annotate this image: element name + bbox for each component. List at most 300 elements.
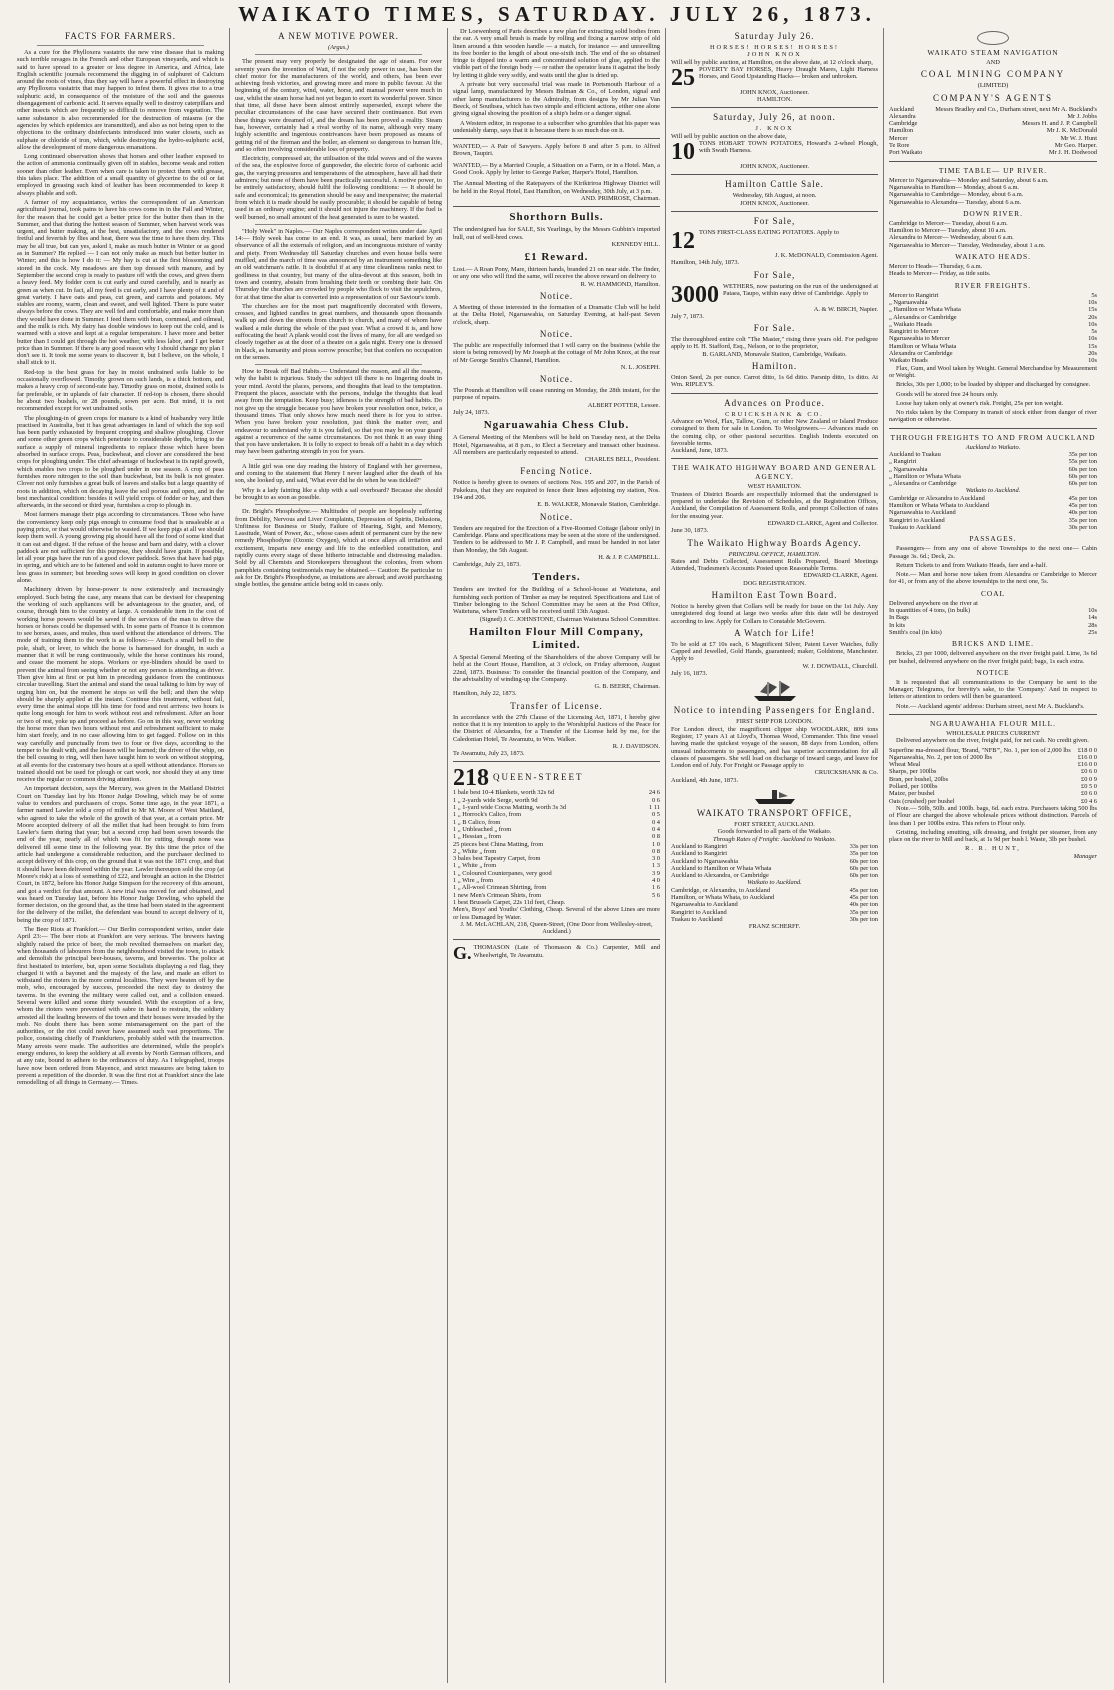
price-row-value: 1 0 (652, 840, 660, 848)
price-row-value: £16 0 0 (1077, 761, 1097, 769)
notice-text: It is requested that all communications to the Company be sent to the Manager; Telegrams, for brevity's sake, to the 'Company.' And in respect to letters or attention to orders will then be guaranteed. (889, 678, 1097, 701)
auctioneer-name: J. KNOX (755, 125, 794, 133)
ad-text: In accordance with the 27th Clause of the Licensing Act, 1871, I hereby give notice that it is my intention to apply to the Worshipful Justices of the Peace for the District of Alexandra, for a Transfer of the License held by me, for the Caledonian Hotel, Te Awamutu, to Wm. Walker. (453, 713, 660, 743)
ad-title-advances: Advances on Produce. (724, 397, 825, 408)
price-row-value: 55s per ton (1068, 458, 1097, 466)
price-row-label: „ Waikato Heads (889, 320, 933, 328)
price-row (889, 120, 1097, 127)
article-paragraph: A Western editor, in response to a subscriber who grumbles that his paper was undeniably damp, says that it is because there is so much due on it. (453, 119, 660, 134)
price-row (453, 899, 660, 906)
ad-text: For London direct, the magnificent clipper ship WOODLARK, 809 tons Register, 17 years A1 at Lloyd's, Thomas Wood, Commander. This fine vessel having made the quickest voyage of the season, 88 days from London, offers unusual inducements to passengers, and has superior accommodation for all classes of passengers. She will load on discharge of inward cargo, and leave for London end of July. For Freight or Passage apply to (671, 725, 878, 770)
article-paragraph: The present may very properly be designated the age of steam. For over seventy years the invention of Watt, if not the only power in use, has been the chief motor for the manufacturers of the world, and others, has been ever achieving fresh victories, and growing more and more in public favour. At the beginning of the century, wind, water, horse, and manual power were much in use, whilst the steam horse had not yet begun to exert its wonderful power. Since that time, all these have been almost entirely superseded, except where the peculiar circumstances of the case have secured their continuance. But even these things were dreamed of, and the dream has been proved a reality. Steam has, however, certainly had a rival worthy of its name, although very many highly scientific and ingenious contrivances have been proposed as means of getting rid of the fireman and the boiler, an element so dangerous to human life, and so often involving considerable loss of property. (235, 58, 442, 153)
ad-subtitle: PRINCIPAL OFFICE, HAMILTON. (728, 550, 821, 558)
mill-title: NGARUAWAHIA FLOUR MILL. (929, 719, 1057, 728)
column-advertisements-b (666, 28, 884, 1683)
price-row (889, 135, 1097, 142)
ad-subtitle: FORT STREET, AUCKLAND. (734, 821, 815, 829)
price-row-label: Alexandra or Cambridge (889, 350, 953, 358)
ad-text: Lost.— A Roan Pony, Mare, thirteen hands, branded 21 on near side. The finder, or any one who will find the same, will receive the above reward on delivery to (453, 266, 660, 281)
price-row-label: „ Hamilton or Whata Whata (889, 306, 961, 314)
price-row-label: 1 „ Hessian „ from (453, 833, 501, 841)
price-row-label: In kits (889, 621, 906, 629)
price-row-label: Mercer to Rangiriri (889, 291, 939, 299)
price-row-label: Mercer (889, 134, 908, 142)
price-row-value: 35s per ton (849, 908, 878, 916)
ad-street-number: 218 (453, 765, 489, 792)
price-row (889, 113, 1097, 120)
price-row (889, 299, 1097, 306)
ad-signature: J. K. McDONALD, Commission Agent. (775, 251, 878, 259)
ad-text: The Pounds at Hamilton will cease running on Monday, the 28th instant, for the purpose of repairs. (453, 387, 660, 402)
ad-title-fencing: Fencing Notice. (520, 466, 593, 477)
price-row-value: 0 5 (652, 811, 660, 819)
columns (12, 28, 1106, 1683)
price-row-label: Waikato Heads (889, 357, 928, 365)
price-row-value: 45s per ton (849, 894, 878, 901)
price-row (889, 306, 1097, 313)
company-seal-icon (977, 31, 1009, 45)
price-row-value: £0 6 0 (1081, 790, 1097, 798)
price-row (889, 524, 1097, 531)
price-row-label: „ Ngaruawahia (889, 298, 928, 306)
price-row-label: 1 bale best 10-4 Blankets, worth 32s 6d (453, 789, 555, 797)
drop-cap: G. (453, 943, 472, 964)
price-row (671, 872, 878, 879)
price-row-value: 10s (1088, 357, 1097, 365)
ad-text: Onion Seed, 2s per ounce. Carrot ditto, 1s 6d ditto. Parsnip ditto, 1s ditto. At Wm. RIPLEY'S. (671, 374, 878, 389)
ad-date: July 7, 1873. (671, 312, 705, 320)
column-steam-navigation (884, 28, 1102, 1683)
ad-signature: AND. PRIMROSE, Chairman. (581, 194, 660, 202)
price-row-value: 40s per ton (1068, 509, 1097, 517)
price-row-label: Rangiriri to Auckland (889, 516, 945, 524)
column-motive-power (230, 28, 448, 1683)
price-row-label: Cambridge, or Alexandra, to Auckland (671, 886, 771, 894)
price-row-label: 1 „ B Calico, from (453, 818, 501, 826)
ad-date: June 30, 1873. (671, 527, 709, 535)
price-row-value: Mr J. Jobbs (1067, 112, 1097, 120)
price-row-value: 30s per ton (849, 915, 878, 923)
divider (889, 714, 1097, 715)
ad-signature: E. B. WALKER, Monavale Station, Cambridge. (537, 501, 660, 509)
ad-date: Cambridge, July 23, 1873. (453, 561, 521, 569)
lot-number: 25 (671, 64, 695, 91)
price-row-value: 40s per ton (849, 901, 878, 909)
price-row (453, 819, 660, 826)
timetable-line: Mercer to Ngaruawahia— Monday and Saturday, about 6 a.m. (889, 176, 1049, 184)
lot-number: 12 (671, 227, 695, 254)
price-row-value: 60s per ton (849, 872, 878, 880)
notice-title: NOTICE (976, 667, 1010, 677)
price-row-label: Tuakau to Auckland (889, 523, 941, 531)
price-row (889, 142, 1097, 149)
price-row-value: £0 4 6 (1081, 797, 1097, 805)
rates-list (671, 843, 878, 879)
timetable-down-title: DOWN RIVER. (963, 208, 1023, 218)
ad-text: A General Meeting of the Members will be held on Tuesday next, at the Delta Hotel, Ngaruawahia, at 8 p.m., to Elect a Secretary and transact other business. All members are particularly requested to attend. (453, 434, 660, 456)
ad-title-notice: Notice. (539, 291, 574, 302)
timetable-line: Heads to Mercer— Friday, as tide suits. (889, 270, 991, 278)
price-row (889, 451, 1097, 458)
price-row-value: 60s per ton (1068, 480, 1097, 488)
ad-date: Auckland, June, 1873. (671, 447, 729, 455)
price-row-label: „ Ngaruawahia (889, 465, 928, 473)
price-row-label: Hamilton or Whata Whata (889, 342, 957, 350)
timetable-line: Mercer to Heads— Thursday, 6 a.m. (889, 263, 983, 271)
ad-text: Advance on Wool, Flax, Tallow, Gum, or other New Zealand or Island Produce consigned to them for sale in London. To Woolgrowers.— Advances made on the coming clip, or other pastoral securities. English Indents executed on favorable terms. (671, 417, 878, 447)
timetable-line: Ngaruawahia to Cambridge— Monday, about 6 a.m. (889, 191, 1024, 199)
price-row-value: 0 4 (652, 818, 660, 826)
price-row-label: In quantities of 4 tons, (in bulk) (889, 607, 971, 615)
ad-subtitle: Waikato to Auckland. (747, 879, 802, 887)
price-row-label: In Bags (889, 614, 909, 622)
article-paragraph: As a cure for the Phylloxera vastatrix the new vine disease that is making such terrible ravages in the French and other European vineyards, and which is said to have spread to a greater or less degree in America, and Africa, late English scientific journals recommend the digging in of sulphuret of Calcium around the roots of vines, thus they say will have a powerful effect in destroying any Phylloxera vastatrix that may happen to infest them. It gives rise to a true sulphuric acid, in consequence of the moisture of the soil and the gaseous disengagement of carbonic acid. It serves equally well to destroy caterpillars and other insects which are frequently so difficult to remove from vegetation. The same substance is also recommended for the destruction of miasms (or the agencies by which epidemics are transmitted), and also as not being open to the objections to the ordinary disinfectants introduced into water closets, such as sulphate or chloride of iron, which, while destroying the hydro-sulphuric acid, allow the development of more dangerous emanations. (17, 49, 224, 151)
ad-title-transport: WAIKATO TRANSPORT OFFICE, (696, 808, 853, 819)
coal-list (889, 607, 1097, 636)
auctioneer-name: JOHN KNOX (747, 51, 802, 59)
ad-date: July 24, 1873. (453, 408, 490, 416)
price-row-value: 20s (1088, 313, 1097, 321)
article-paragraph: An important decision, says the Mercury, was given in the Maitland District Court on Tuesday last by his Honor Judge Dowling, which may be of some value to vendors and purchasers of crops. Some time ago, in the year 1871, a farmer named Lawler sold a crop of millet to Mr M. Moore of West Maitland, who agreed to take the whole of the growth of that year, at a certain price. Mr Moore accepted delivery of all the millet that had been brought to him from Lawler's farm during that year; but a second crop had been sown towards the end of the year, nearly all of which was fit for cutting, though none was delivered till some time in the following year. By this time the price of the article had undergone a considerable reduction, and the purchaser declined to accept delivery of this crop, on the ground that it was not the 1871 crop, and that it should have been delivered within the year. Lawler thereupon sold the crop (at Moore's risk) at a loss of something of £22, and brought an action in the District Court, in 1872, before his Honor Judge Simpson for the recovery of this amount, and got a verdict for that amount. A new trial was moved for and obtained, and was heard on Tuesday last, before his Honor Judge Dowling, who upheld the former decision, on the ground that, as the time had been stated in the agreement for the delivery of the millet, the defendant was bound to accept delivery of it, being the crop of 1871. (17, 785, 224, 924)
price-row-label: Cambridge or Alexandra to Auckland (889, 494, 985, 502)
price-row-label: Hamilton, or Whata Whata, to Auckland (671, 894, 775, 901)
ad-title-tenders: Tenders. (532, 571, 581, 584)
ad-title-town-board: Hamilton East Town Board. (711, 589, 838, 600)
ad-title-shorthorn: Shorthorn Bulls. (509, 211, 604, 224)
bricks-text: Bricks, 23 per 1000, delivered anywhere on the river freight paid. Lime, 3s 6d per bushel, delivered anywhere on the river freight paid; bags, 1s each extra. (889, 650, 1097, 665)
price-row-label: „ Alexandra or Cambridge (889, 480, 957, 488)
ad-text: Will sell by public auction on the above date, (671, 132, 787, 140)
agents-list (889, 106, 1097, 157)
price-row-value: 33s per ton (849, 842, 878, 850)
price-row (671, 916, 878, 923)
ad-text: Tenders are required for the Erection of a Five-Roomed Cottage (labour only) in Cambridge. Plans and specifications may be seen at the store of the undersigned. Tenders to be addressed to Mr J. P. Campbell, and must be handed in not later than Monday, the 5th August. (453, 524, 660, 554)
price-row (889, 798, 1097, 805)
price-row-value: 10s (1088, 607, 1097, 615)
ad-signature: JOHN KNOX, Auctioneer. (740, 88, 809, 96)
price-row (889, 768, 1097, 775)
ad-text: Notice is hereby given to owners of sections Nos. 195 and 207, in the Parish of Pukekura, that they are required to fence their lines adjoining my station, Nos. 194 and 206. (453, 479, 660, 502)
article-paragraph: The ploughing-in of green crops for manure is a kind of husbandry very little practised in Australia, but it has great advantages in land of which the top soil has been partly exhausted by frequent cropping and shallow ploughing. Clover and some other green crops which penetrate to considerable depths, bring to the surface a supply of mineral ingredients to replace those which have been absorbed in surface crops. Peas, buckwheat, and clover are considered the best crops for ploughing under. The chief advantage of buckwheat is its rapid growth, which enables two crops to be ploughed under in one season. A crop of peas furnishes more nitrogen to the soil than buckwheat, but its bulk is not greater. Clover not only furnishes a great bulk of leaves and stalks but a large quantity of roots in addition, which on decaying leave the soil porous and open, and in the best mechanical condition: besides it will yield crops of fodder or hay, and then afterwards, in the second or third year, furnishes a crop to plough in. (17, 414, 224, 510)
article-paragraph: Why is a lady fainting like a ship with a sail overboard? Because she should be brought to as soon as possible. (235, 486, 442, 501)
article-source: (Argus.) (328, 44, 349, 51)
ad-title-highway-board: THE WAIKATO HIGHWAY BOARD AND GENERAL AGENCY. (672, 463, 877, 482)
ad-date: Hamilton, 14th July, 1873. (671, 259, 740, 267)
mill-subtitle: WHOLESALE PRICES CURRENT (946, 730, 1040, 737)
divider (255, 504, 422, 505)
price-row-label: 1 „ All-wool Crimean Shirting, from (453, 884, 547, 892)
mill-text: Delivered anywhere on the river, freight paid, for net cash. No credit given. (896, 737, 1089, 745)
price-row-value: 14s (1088, 614, 1097, 622)
ad-title-passengers: Notice to intending Passengers for England. (673, 705, 876, 716)
ad-date: Auckland, 4th June, 1873. (671, 776, 739, 784)
price-row-label: 3 bales best Tapestry Carpet, from (453, 855, 541, 863)
price-row (671, 843, 878, 850)
price-row-label: Ngaruawahia to Auckland (889, 509, 956, 517)
price-row-label: Smith's coal (in kits) (889, 628, 942, 636)
price-row (671, 909, 878, 916)
price-row (889, 335, 1097, 342)
price-row (453, 862, 660, 869)
divider (453, 939, 660, 940)
rates-list (889, 495, 1097, 531)
bricks-title: BRICKS AND LIME. (952, 639, 1034, 649)
price-row (889, 517, 1097, 524)
ad-signature: A. & W. BIRCH, Napier. (813, 305, 878, 313)
price-row (671, 858, 878, 865)
price-row (889, 480, 1097, 487)
price-row (889, 776, 1097, 783)
price-row-value: 10s (1088, 298, 1097, 306)
ad-signature: (Signed) J. C. JOHNSTONE, Chairman Waitetuna School Committee. (479, 615, 660, 623)
ad-text: The undersigned has for SALE, Six Yearlings, by the Messrs Gubbin's imported bull, out of well-bred cows. (453, 226, 660, 241)
price-row-label: 1 „ Unbleached „ from (453, 825, 512, 833)
price-row-label: 25 pieces best China Matting, from (453, 840, 544, 848)
price-row-value: 1 6 (652, 884, 660, 892)
ad-signature: J. M. McLACHLAN, 218, Queen-Street, (One Door from Wellesley-street, Auckland.) (460, 920, 653, 936)
company-title-coal: COAL MINING COMPANY (920, 69, 1066, 80)
ad-title-notice: Notice. (539, 328, 574, 339)
company-name: CRUICKSHANK & CO. (725, 410, 824, 418)
price-row-value: £16 0 0 (1077, 753, 1097, 761)
price-row-value: 0 6 (652, 796, 660, 804)
price-row (889, 614, 1097, 621)
passage-note: Return Tickets to and from Waikato Heads, fare and a-half. (896, 561, 1048, 569)
price-row-label: Tuakau to Auckland (671, 915, 723, 923)
ad-title-license: Transfer of License. (510, 700, 603, 711)
passages-title: PASSAGES. (969, 534, 1017, 544)
article-paragraph: A private but very successful trial was made in Portsmouth Harbour of a signal lamp, manufactured by Messrs Bulman & Co., of London, signal and other lamp manufacturers to the Admiralty, from designs by Mr Julian Van Beeck, of Southsea, which has two simple and efficient actions, either one alone giving signal showing the position of a ship's helm or a danger signal. (453, 81, 660, 118)
price-row (453, 870, 660, 877)
ad-title-for-sale: For Sale, (753, 269, 796, 280)
price-row (453, 789, 660, 796)
price-row (453, 855, 660, 862)
company-title: WAIKATO STEAM NAVIGATION (927, 48, 1059, 57)
ad-queen-street (453, 766, 660, 935)
auction-horses-banner: HORSES! HORSES! HORSES! (709, 44, 840, 51)
sailing-ship-icon (750, 680, 800, 702)
ad-signature: B. GARLAND, Monavale Station, Cambridge, Waikato. (702, 350, 847, 358)
price-row (889, 761, 1097, 768)
company-limited: (LIMITED) (977, 82, 1009, 90)
ad-text: Men's, Boys' and Youths' Clothing, Cheap. Several of the above Lines are more or less Damaged by Water. (453, 906, 660, 921)
price-row-value: Messrs H. and J. P. Campbell (1022, 120, 1097, 128)
price-row-label: 1 new Men's Crimean Shirts, from (453, 891, 542, 899)
lot-description: POVERTY BAY HORSES, Heavy Draught Mares, Light Harness Horses, and Good Upstanding Hacks— broken and unbroken. (699, 65, 878, 81)
coal-title: COAL (980, 588, 1006, 598)
ad-text: The public are respectfully informed that I will carry on the business (while the store is being removed) by Mr Joseph at the cottage of Mr John Knox, at the rear of Mr George Smith's Channel, Hamilton. (453, 341, 660, 364)
price-row (889, 149, 1097, 156)
divider (453, 138, 660, 139)
price-row-value: 10s (1088, 320, 1097, 328)
ad-title-cattle-sale: Hamilton Cattle Sale. (725, 179, 824, 190)
ad-text: A Special General Meeting of the Shareholders of the above Company will be held at the Court House, Hamilton, at 3 o'clock, on Friday afternoon, August 22nd, 1873. Business: To consider the financial position of the Company, and the advisability of winding-up the Company. (453, 653, 660, 683)
price-row-label: Wheat Meal (889, 761, 921, 769)
ad-wanted-couple (453, 162, 660, 177)
price-row-label: Hamilton or Whata Whata to Auckland (889, 502, 990, 510)
divider (37, 45, 204, 46)
price-row-label: Port Waikato (889, 149, 923, 157)
mill-price-list (889, 747, 1097, 805)
column-facts-for-farmers (12, 28, 230, 1683)
freights-list (889, 292, 1097, 365)
ad-signature: EDWARD CLARKE, Agent. (803, 572, 878, 580)
price-row-label: 1 „ 2-yards wide Serge, worth 9d (453, 796, 538, 804)
price-row-value: 10s (1088, 335, 1097, 343)
price-row (889, 747, 1097, 754)
price-row-label: 1 „ Horrock's Calico, from (453, 811, 522, 819)
price-row (889, 343, 1097, 350)
ad-date: Hamilton, July 22, 1873. (453, 690, 517, 698)
price-row-value: 0 4 (652, 825, 660, 833)
price-row-value: 1 11 (649, 804, 660, 812)
price-row (671, 887, 878, 894)
ad-date: July 16, 1873. (671, 670, 708, 678)
price-row (889, 783, 1097, 790)
price-row-label: „ Alexandra or Cambridge (889, 313, 957, 321)
passage-note: Note.— Man and horse now taken from Alexandra or Cambridge to Mercer for 41, or from any of the above townships to the next one, 5s. (889, 571, 1097, 586)
article-paragraph: Dr. Bright's Phosphodyne.— Multitudes of people are hopelessly suffering from Debility, Nervous and Liver Complaints, Depression of Spirits, Delusions, Unfitness for Business or Study, Failure of Hearing, Sight, and Memory, Lassitude, Want of Power, &c., whose cases admit of permanent cure by the new remedy Phosphodyne (Ozonic Oxygen), which at once allays all irritation and excitement, imparts new energy and life to the enfeebled constitution, and rapidly cures every stage of these hitherto intractable and distressing maladies. Sold by all Chemists and Storekeepers throughout the colonies, from whom pamphlets containing testimonials may be obtained.— Caution: Be particular to ask for Dr. Bright's Phosphodyne, as imitations are abroad; and avoid purchasing single bottles, the genuine article being sold in cases only. (235, 508, 442, 589)
article-title-facts: FACTS FOR FARMERS. (65, 31, 176, 41)
mill-note: Gristing, including smutting, silk dressing, and freight per steamer, from any place on the river to Mill and back, at 1s 9d per bush l. Waste, 3lb per bushel. (889, 828, 1097, 844)
price-row-label: Pollard, per 100lbs (889, 783, 938, 791)
ad-signature: KENNEDY HILL. (611, 240, 660, 248)
price-row-label: Ngaruawahia, No. 2, per ton of 2000 lbs (889, 753, 992, 761)
ad-signature: ALBERT POTTER, Lessee. (587, 401, 660, 409)
price-row (889, 754, 1097, 761)
ad-text: Wednesday, 6th August, at noon. (732, 192, 817, 200)
mill-manager: Manager (1073, 852, 1097, 860)
price-row-value: 4 0 (652, 877, 660, 885)
ad-text: WANTED,— A Pair of Sawyers. Apply before 8 and after 5 p.m. to Alfred Brown, Taupiri. (453, 143, 660, 158)
ad-text: To be sold at £7 10s each, 6 Magnificent Silver, Patent Lever Watches, fully Capped and Jewelled, Gold Hands, guaranteed; maker, Goldstone, Manchester. Apply to (671, 640, 878, 663)
ad-signature: JOHN KNOX, Auctioneer. (740, 163, 809, 171)
freight-note: Loose hay taken only at owner's risk. Freight, 25s per ton weight. (896, 399, 1064, 407)
price-row (453, 804, 660, 811)
passage-note: Passengers— from any one of above Townships to the next one— Cabin Passage 3s. 6d.; Deck, 2s. (889, 545, 1097, 560)
price-row-label: Ngaruawahia to Auckland (671, 901, 738, 909)
price-row-label: Auckland to Tuakau (889, 450, 941, 458)
article-paragraph: A farmer of my acquaintance, writes the correspondent of an American agricultural journal, took pains to have his cows come in in the Fall and Winter, for the reason that he could get a better price for the butter then than in the Summer, and that during the hottest season of Summer, when harvest work was urgent, and butter making, at the best, unsatisfactory, and the cows rendered fretful and feverish by flies and heat, there was the time to have them dry. This may be all true, but can yes, asked I, make as much butter in Winter or as good as in Summer? He replied — I can not only make as much but better butter in Winter; and this is how I do it: — My hay is cut at the first blossoming and stored in the cock. My meadows are then top dressed with manure, and by September the second crop is ready to pasture off with the cows, and gives them a heavy feed. My fodder corn is cut early and cured carefully, and is nearly as green as when cut. In fact, all my feed is cut early, and I have plenty of it and of great variety. I have oats and peas, cut green, and carrots and potatoes. My stables are roomy, warm, clean and sweet, and well lighted. There is pure water always before the cows. They are well fed and comfortable, and make more than they would have done in Summer. I feed them with bran, cornmeal, and oilmeal, and the milk is rich. My dairy has double windows to keep out the cold, and is warmed with a stove and kept at a regular temperature. I have more and better butter than I could get through the hot weather, with less labor, and I get better price than in Summer. If there is any good reason why I should change my plan I don't see it. It took me some years to discover it, but I believe, on the whole, I shall stick to it. (17, 198, 224, 367)
price-row-label: Auckland to Hamilton or Whata Whata (671, 864, 772, 872)
freight-note: Goods will be stored free 24 hours only. (896, 390, 999, 398)
ad-text: Trustees of District Boards are respectfully informed that the undersigned is prepared to undertake the Revision of Schedules, at the Registration Offices, Auckland, the Compilation of Assessment Rolls, and prompt Collection of rates for the ensuing year. (671, 490, 878, 520)
ad-subtitle: DOG REGISTRATION. (743, 579, 806, 587)
divider (255, 459, 422, 460)
timetable-line: Alexandra to Mercer— Wednesday, about 6 a.m. (889, 234, 1014, 242)
price-row-value: 45s per ton (1068, 494, 1097, 502)
price-row (889, 473, 1097, 480)
ad-text: Will sell by public auction, at Hamilton, on the above date, at 12 o'clock sharp, (671, 58, 873, 66)
price-row-value: Mr W. J. Hunt (1060, 134, 1097, 142)
ad-text: THOMASON (Late of Thomason & Co.) Carpenter, Mill and Wheelwright, Te Awamutu. (473, 944, 660, 959)
price-row-value: £0 5 0 (1081, 783, 1097, 791)
article-paragraph: Electricity, compressed air, the utilisation of the tidal waves and of the waves of the sea, the explosive force of gunpowder, the electric force of carbonic acid gas, the varying pressures and temperatures of the atmosphere, have all had their admirers; but none of them have been practically successful. A motive power, to be entirely satisfactory, should fulfil the following conditions: — It should be safe and economical; its generation should be easy and inexpensive; the material from which it is made should be easily procurable; it should be capable of being used in an ordinary engine; and it should not injure the machinery. If the fuel is well burned, no small amount of the heat generated is sure to be wasted. (235, 155, 442, 221)
price-row-value: £18 0 0 (1077, 746, 1097, 754)
price-row (671, 901, 878, 908)
price-row-label: Auckland to Ngaruawahia (671, 857, 739, 865)
ad-signature: CRUICKSHANK & Co. (814, 769, 878, 777)
price-row-label: 1 „ 1-yard wide Cocoa Matting, worth 3s 3d (453, 804, 567, 812)
price-row-label: Te Rore (889, 142, 910, 150)
notice-text: Note.— Auckland agents' address: Durham street, next Mr A. Buckland's. (896, 702, 1085, 710)
price-row (453, 797, 660, 804)
price-row (889, 314, 1097, 321)
price-row-value: 15s (1088, 306, 1097, 314)
price-row (889, 350, 1097, 357)
ad-signature: EDWARD CLARKE, Agent and Collector. (767, 519, 878, 527)
article-paragraph: How to Break off Bad Habits.— Understand the reason, and all the reasons, why the habit is injurious. Study the subject till there is no lingering doubt in your mind. Avoid the places, persons, and thoughts that lead to the temptation. Frequent the places, associate with the persons, indulge the thoughts that lead away from the temptation. Keep busy; idleness is the strength of bad habits. Do not give up the struggle because you have broken your resolution once, twice, a thousand times. That only shows how much need there is for you to strive. When you have broken your resolution, just think the matter over, and endeavour to understand why it is you failed, so that you may be on your guard against a recurrence of the same circumstances. Do not think it an easy thing that you have undertaken. It is folly to expect to break off a habit in a day which may have been gathering strength in you for years. (235, 368, 442, 456)
ad-signature: H. & J. P. CAMPBELL. (598, 553, 660, 561)
rates-list (671, 887, 878, 923)
timetable-line: Ngaruawahia to Alexandra— Tuesday, about 6 a.m. (889, 198, 1022, 206)
ad-signature: G. B. BEERE, Chairman. (594, 683, 660, 691)
steamship-icon (752, 787, 798, 805)
ad-wanted-sawyers (453, 143, 660, 158)
price-row-value: 60s per ton (849, 857, 878, 865)
article-paragraph: Dr Loewenberg of Paris describes a new plan for extracting solid bodies from the ear. A very small brush is made by rolling and fixing a narrow strip of old linen around a thin wooden handle — a match, for instance — and unravelling its free border to the length of about one-sixth inch. The end of the so obtained fringe is dipped into a warm and concentrated solution of glue, applied to the visible part of the foreign body — or rather the operator leans it against the body by letting it glide very softly, and waits until the glue is dried up. (453, 28, 660, 79)
price-row (889, 509, 1097, 516)
ad-subtitle: Auckland to Waikato. (965, 443, 1021, 451)
ad-title-notice: Notice. (539, 374, 574, 385)
article-paragraph: Red-top is the best grass for hay in moist undrained soils liable to be occasionally overflowed. Timothy grown on such lands, is a thick bottom, and makes a heavy crop of second-rate hay. Timothy grass on moist, drained soils is far preferable, or in uplands of fair character. If red-top is chosen, there should be about two bushels, or 28 pounds, sown per acre. But mind, it is not recommended except for wet undrained soils. (17, 368, 224, 413)
article-paragraph: Machinery driven by horse-power is now extensively and increasingly employed. Such being the case, any means that can be devised for cheapening the working of such appliances will be advantageous to the grazier, and, of course, through him to the country at large. A considerable item in the cost of working horse powers would be saved if the services of the man to drive the horses or horses could be dispensed with. In some parts of France it is common to see horses, asses, and mules, thus used without the attendance of drivers. The mode of training them to the work is as follows:— Attach a small bell to the pole, shaft, or lever, to which the horse is harnessed for draught, in such a manner that it will be rung continuously, while the horse continues his round, and cease the moment he stops. Workers or eye-blinders should be used to prevent the animal from seeing whether or not any person is attending as driver. Then give him at first or put him in preceding guidance from the continuous circular travelling. Start the animal and stand the usual talking to him by way of urging him on, but the moment he stops so will the bell; and then the whip should be sharply applied at the instant. Continue this treatment, without fail, every time the animal stops till his time for food and rest arrives: two hours is quite long enough for him to work without rest and refreshment. After an hour or two of rest, yoke up and proceed as before. Go on in this way, never working the horse more than two hours without rest and refreshment sufficient to make him start freely, and in no case allowing him to get fagged. Follow on in this way carefully and punctually from two to four or five days, according to the temper to be dealt with, and the lesson will be learned; the driver of the whip, on the bell ceasing to ring, will then have taught him to work on without stopping, at all events for the customary two hours at a spell without attendance. Horses so trained should not be used for plough or cart work, nor should they at any time receive the regular or common driving attention. (17, 586, 224, 784)
ad-text: Tenders are invited for the Building of a School-house at Waitetuna, and furnishing such portion of Timber as may be required. Specifications and List of Timber belonging to the School Committee may be seen at the Post Office, Waitetuna, where Tenders will be received until 13th August. (453, 586, 660, 616)
ad-title-for-sale: For Sale, (753, 215, 796, 226)
timetable-line: Cambridge to Mercer— Tuesday, about 6 a.m. (889, 219, 1008, 227)
price-row (889, 495, 1097, 502)
price-row-label: Rangiriri to Auckland (671, 908, 727, 916)
divider (453, 206, 660, 207)
price-row-label: 1 best Brussels Carpet, 22s 11d feet, Cheap. (453, 898, 566, 906)
price-row-value: 5s (1091, 328, 1097, 336)
price-row (889, 607, 1097, 614)
price-row (671, 865, 878, 872)
price-row-label: Superfine ma-dressed flour, 'Brand, "NFB"', No. 1, per ton of 2,000 lbs (889, 746, 1071, 754)
lot-description: WETHERS, now pasturing on the run of the undersigned at Pataea, Taupo, within easy drive of Cambridge. Apply to (723, 282, 878, 297)
ad-signature: CHARLES BELL, President. (584, 456, 660, 464)
price-row-value: 60s per ton (1068, 472, 1097, 480)
price-row-label: „ Rangiriri (889, 458, 917, 466)
ad-text: WANTED,— By a Married Couple, a Situation on a Farm, or in a Hotel. Man, a Good Cook. Apply by letter to George Parker, Harper's Hotel, Hamilton. (453, 161, 660, 177)
ad-signature: JOHN KNOX, Auctioneer. (740, 199, 809, 207)
price-row (889, 629, 1097, 636)
article-paragraph: "Holy Week" in Naples.— Our Naples correspondent writes under date April 14:— Holy week has come to an end. It was, as usual, here marked by an observance of all the externals of religion, and an incongruous mixture of vanity and piety. From Wednesday till Saturday churches and even house bells were muffled, and the march of time was announced by an instrument something like an old watchman's rattle. It is doubtful if at any time cleanliness ranks next to godliness in that country, but many of the ultra-devout at this season, both in town and country, abstain from brushing their teeth or combing their hair. On Thursday the churches are crowded by people who flock to visit the sepulchres, for at that time the altar is converted into a representation of our Saviour's tomb. (235, 227, 442, 301)
article-title-motive-power: A NEW MOTIVE POWER. (278, 31, 399, 41)
ad-title-flour-mill: Hamilton Flour Mill Company, Limited. (469, 625, 644, 651)
price-row (453, 811, 660, 818)
price-row-value: 30s per ton (1068, 523, 1097, 531)
ad-title-notice: Notice. (539, 511, 574, 522)
ad-title-for-sale: For Sale. (753, 323, 796, 334)
price-row-value: 15s (1088, 342, 1097, 350)
price-row-label: Auckland to Alexandra, or Cambridge (671, 872, 769, 880)
price-row (889, 127, 1097, 134)
ad-signature: N. L. JOSEPH. (620, 363, 660, 371)
price-row-value: 25s (1088, 628, 1097, 636)
price-row (453, 841, 660, 848)
price-row-value: Mr J. H. Dodwood (1048, 149, 1097, 157)
price-row-value: £0 6 0 (1081, 768, 1097, 776)
divider (671, 393, 878, 394)
ad-subtitle: Through Rates of Freight: Auckland to Waikato. (713, 835, 836, 843)
mill-signature: R. R. HUNT, (965, 845, 1021, 853)
price-row (453, 884, 660, 891)
timetable-heads-title: WAIKATO HEADS. (955, 252, 1031, 262)
price-row (889, 466, 1097, 473)
price-row (889, 292, 1097, 299)
ad-signature: R. W. HAMMOND, Hamilton. (580, 280, 660, 288)
